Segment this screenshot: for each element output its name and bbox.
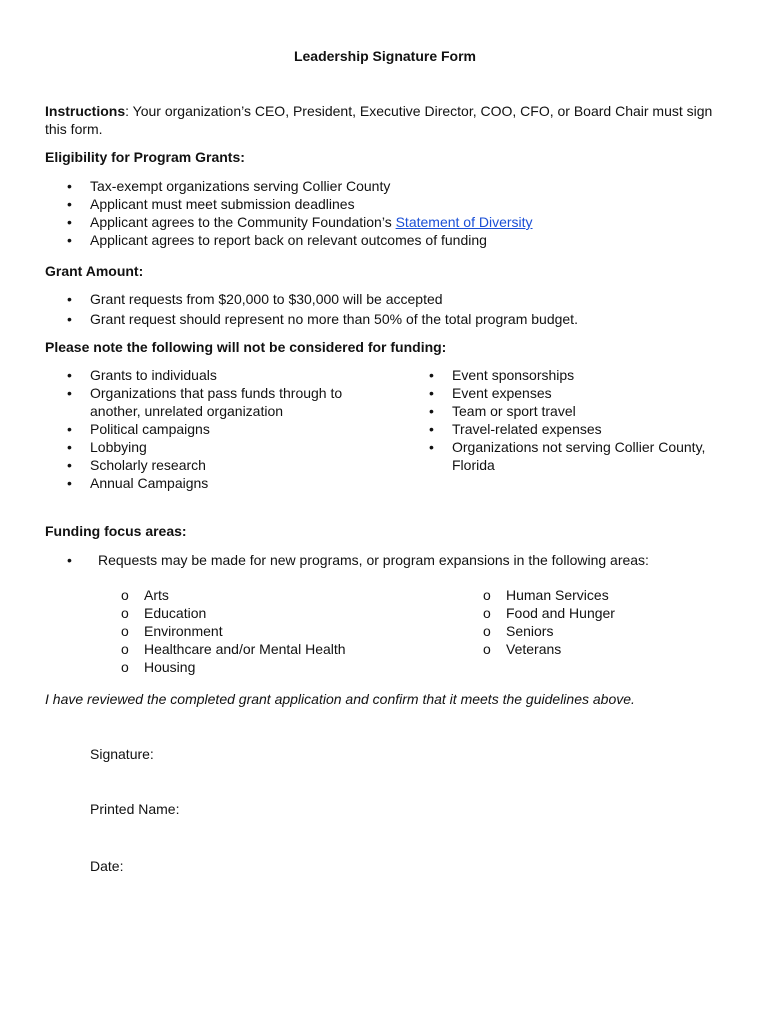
signature-label: Signature: xyxy=(90,746,154,762)
list-item: o Healthcare and/or Mental Health xyxy=(45,640,385,658)
list-item: • Event expenses xyxy=(407,384,725,402)
funding-focus-intro: Requests may be made for new programs, or program expansions in the following areas: xyxy=(98,552,649,568)
list-item: • Scholarly research xyxy=(45,456,345,474)
list-item: o Education xyxy=(45,604,385,622)
page-title: Leadership Signature Form xyxy=(293,48,477,64)
list-item xyxy=(45,213,725,231)
not-considered-heading: Please note the following will not be considered for funding: xyxy=(45,339,447,355)
grant-amount-heading: Grant Amount: xyxy=(45,263,144,279)
list-item: • Annual Campaigns xyxy=(45,474,345,492)
list-item: o Housing xyxy=(45,658,385,676)
eligibility-list xyxy=(45,177,725,249)
instructions-paragraph xyxy=(45,102,725,138)
list-item: o Food and Hunger xyxy=(407,604,725,622)
list-item: • Travel-related expenses xyxy=(407,420,725,438)
list-item: • Organizations not serving Collier County, Florida xyxy=(407,438,725,474)
printed-name-label: Printed Name: xyxy=(90,801,180,817)
focus-right-list xyxy=(407,586,725,658)
list-item: • Political campaigns xyxy=(45,420,345,438)
list-item: • Lobbying xyxy=(45,438,345,456)
funding-focus-intro-list xyxy=(45,551,725,569)
list-item: • Grants to individuals xyxy=(45,366,345,384)
diversity-text: Applicant agrees to the Community Foundation’s xyxy=(90,214,396,230)
statement-of-diversity-link[interactable]: Statement of Diversity xyxy=(395,214,533,230)
list-item: o Arts xyxy=(45,586,385,604)
list-item: o Human Services xyxy=(407,586,725,604)
not-considered-right-list xyxy=(407,366,725,474)
date-label: Date: xyxy=(90,858,124,874)
instructions-text: : Your organization’s CEO, President, Executive Director, COO, CFO, or Board Chair must sign this form. xyxy=(45,103,713,137)
list-item: • Applicant agrees to report back on relevant outcomes of funding xyxy=(45,231,725,249)
grant-amount-list xyxy=(45,290,725,328)
list-item: • Event sponsorships xyxy=(407,366,725,384)
list-item: o Environment xyxy=(45,622,385,640)
list-item xyxy=(45,551,725,569)
confirmation-statement: I have reviewed the completed grant application and confirm that it meets the guidelines above. xyxy=(45,691,635,707)
list-item: • Grant request should represent no more than 50% of the total program budget. xyxy=(45,310,725,328)
list-item: • Tax-exempt organizations serving Collier County xyxy=(45,177,725,195)
list-item: • Team or sport travel xyxy=(407,402,725,420)
eligibility-heading: Eligibility for Program Grants: xyxy=(45,149,245,165)
instructions-label: Instructions xyxy=(45,103,126,119)
list-item: • Grant requests from $20,000 to $30,000 will be accepted xyxy=(45,290,725,308)
list-item: • Organizations that pass funds through to another, unrelated organization xyxy=(45,384,345,420)
focus-left-list xyxy=(45,586,385,676)
funding-focus-heading: Funding focus areas: xyxy=(45,523,187,539)
not-considered-left-list xyxy=(45,366,345,492)
list-item: o Veterans xyxy=(407,640,725,658)
list-item: • Applicant must meet submission deadlines xyxy=(45,195,725,213)
list-item: o Seniors xyxy=(407,622,725,640)
